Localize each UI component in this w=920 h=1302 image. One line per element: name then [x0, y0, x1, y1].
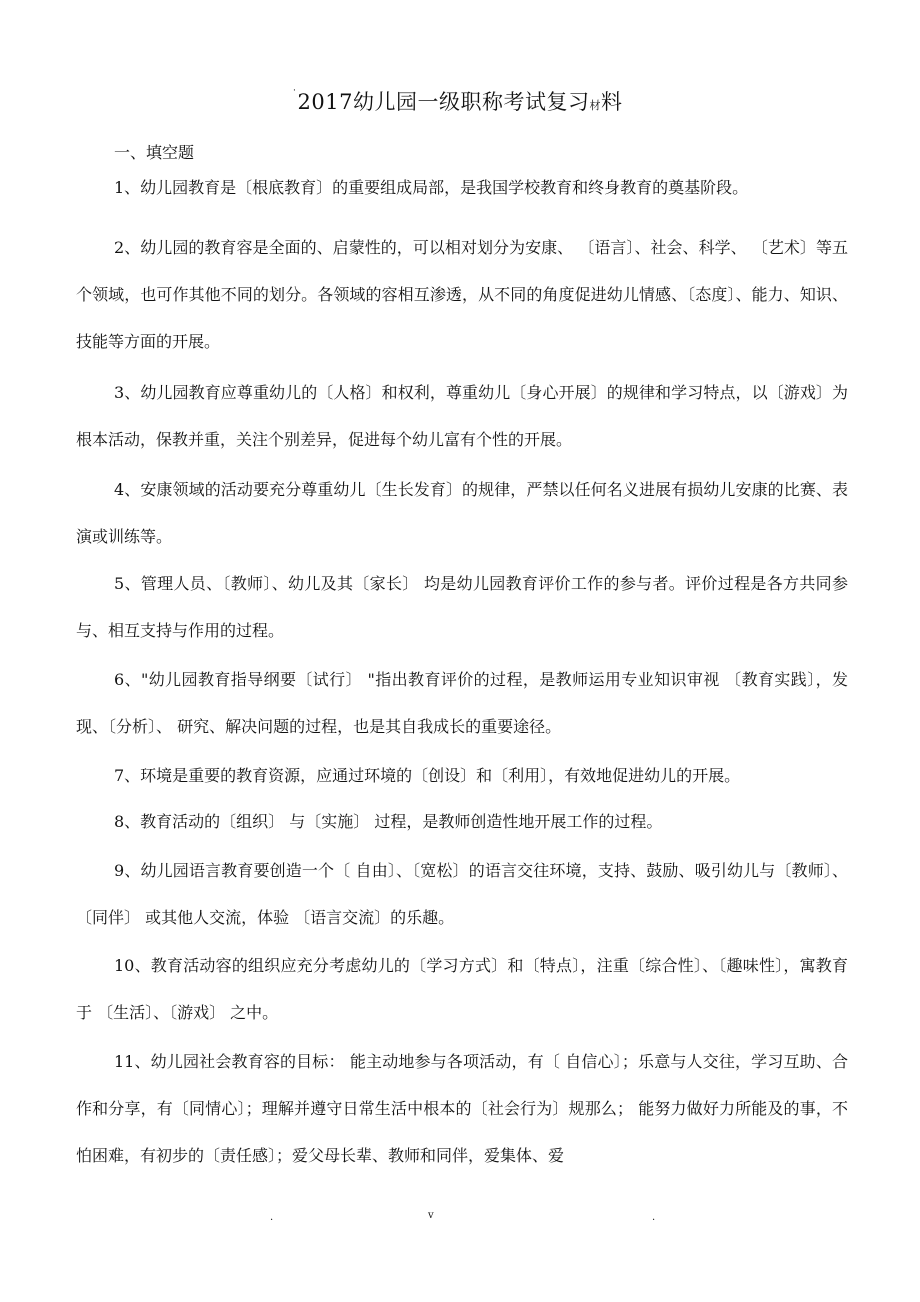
paragraph-9: 9、幼儿园语言教育要创造一个〔 自由〕、〔宽松〕的语言交往环境，支持、鼓励、吸引幼儿与〔教师〕、〔同伴〕 或其他人交流，体验 〔语言交流〕的乐趣。	[76, 861, 848, 927]
paragraph-11: 11、幼儿园社会教育容的目标： 能主动地参与各项活动，有〔 自信心〕；乐意与人交往，学习互助、合作和分享，有〔同情心〕；理解并遵守日常生活中根本的〔社会行为〕规那么； 能努力做好力所能及的事，不怕困难，有初步的〔责任感〕；爱父母长辈、教师和同伴，爱集体、爱	[76, 1052, 848, 1165]
paragraph-1: 1、幼儿园教育是〔根底教育〕的重要组成局部，是我国学校教育和终身教育的奠基阶段。	[114, 178, 749, 197]
paragraph-6: 6、"幼儿园教育指导纲要〔试行〕 "指出教育评价的过程，是教师运用专业知识审视 〔教育实践〕，发现、〔分析〕、 研究、解决问题的过程，也是其自我成长的重要途径。	[76, 670, 848, 736]
footer-right-mark: .	[652, 1212, 656, 1223]
title-end-char: 料	[600, 90, 623, 114]
paragraph-7: 7、环境是重要的教育资源，应通过环境的〔创设〕和〔利用〕，有效地促进幼儿的开展。	[114, 766, 741, 785]
paragraph-10: 10、教育活动容的组织应充分考虑幼儿的〔学习方式〕和〔特点〕，注重〔综合性〕、〔趣味性〕，寓教育于 〔生活〕、〔游戏〕 之中。	[76, 956, 848, 1022]
page-title	[0, 86, 920, 116]
paragraph-2: 2、幼儿园的教育容是全面的、启蒙性的，可以相对划分为安康、 〔语言〕、社会、科学、 〔艺术〕等五个领域，也可作其他不同的划分。各领域的容相互渗透，从不同的角度促进幼儿情感、〔态度〕、能力、知识、技能等方面的开展。	[76, 238, 848, 351]
title-small-char: 材	[589, 99, 601, 112]
title-main: 2017幼儿园一级职称考试复习	[297, 90, 590, 114]
paragraph-4: 4、安康领域的活动要充分尊重幼儿〔生长发育〕的规律，严禁以任何名义进展有损幼儿安康的比赛、表演或训练等。	[76, 480, 848, 546]
footer-mid-mark: v	[428, 1210, 434, 1221]
section-heading: 一、填空题	[114, 143, 195, 162]
paragraph-5: 5、管理人员、〔教师〕、幼儿及其〔家长〕 均是幼儿园教育评价工作的参与者。评价过程是各方共同参与、相互支持与作用的过程。	[76, 574, 848, 640]
title-mark: ·	[293, 86, 296, 96]
paragraph-8: 8、教育活动的〔组织〕 与〔实施〕 过程，是教师创造性地开展工作的过程。	[114, 812, 663, 831]
footer-left-mark: .	[270, 1212, 274, 1223]
paragraph-3: 3、幼儿园教育应尊重幼儿的〔人格〕和权利，尊重幼儿〔身心开展〕的规律和学习特点，以〔游戏〕为根本活动，保教并重，关注个别差异，促进每个幼儿富有个性的开展。	[76, 383, 848, 449]
